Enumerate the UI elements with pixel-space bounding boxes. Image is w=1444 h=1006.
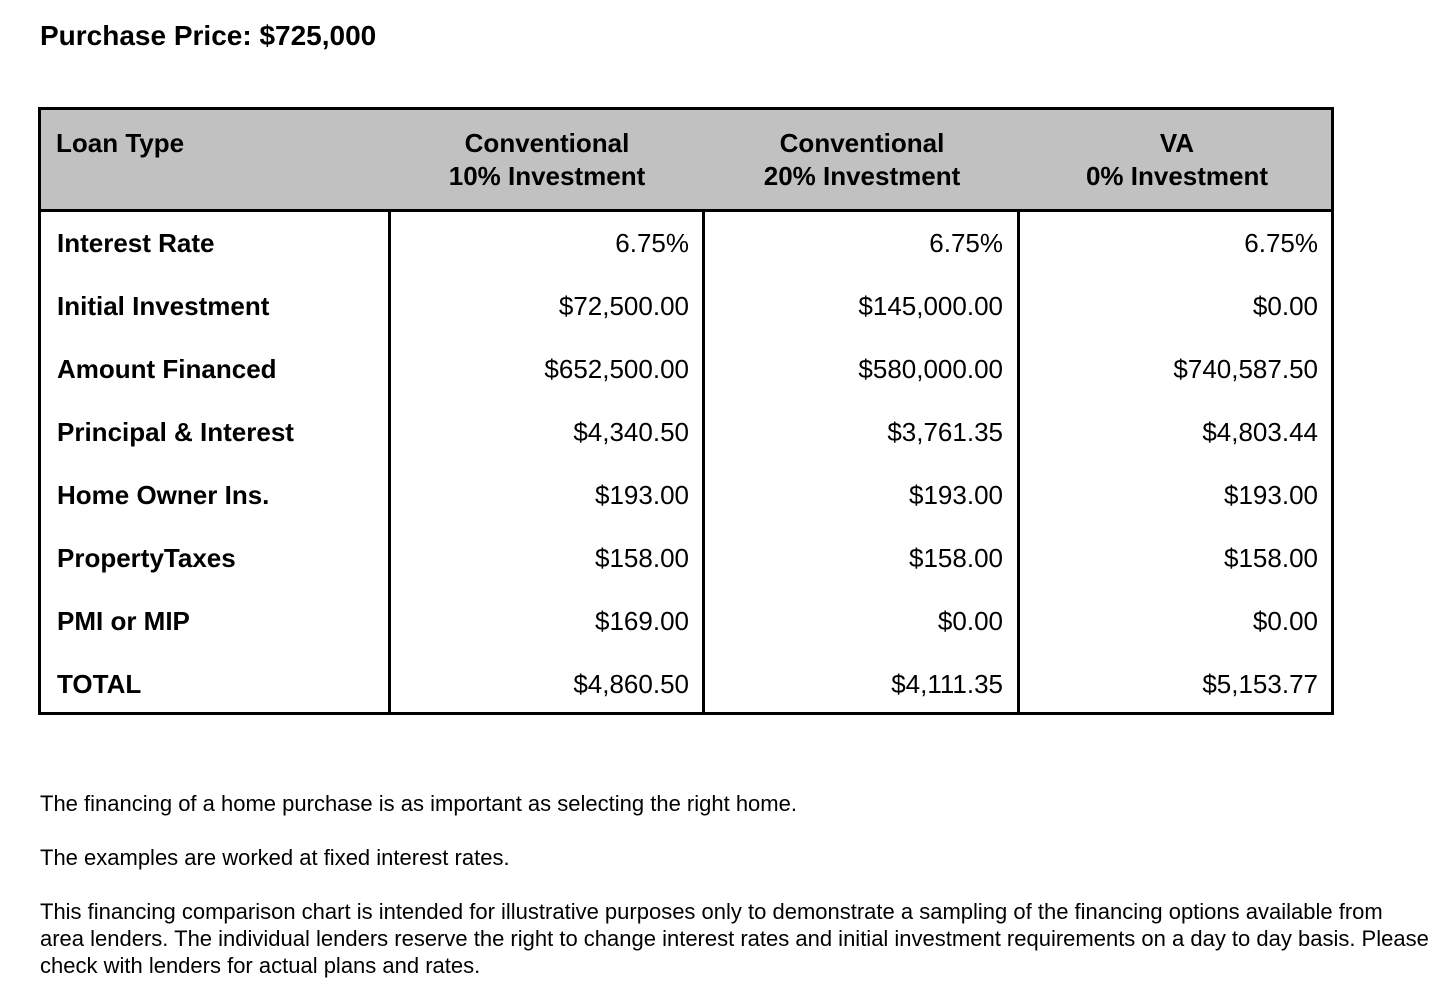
header-col-line2: 20% Investment — [763, 161, 961, 191]
loan-comparison-table — [38, 107, 1334, 715]
table-cell: $5,153.77 — [1202, 669, 1318, 699]
table-cell: $0.00 — [1252, 291, 1318, 321]
table-cell: $72,500.00 — [558, 291, 689, 321]
table-cell: 6.75% — [615, 228, 689, 258]
note-disclaimer: This financing comparison chart is intended for illustrative purposes only to demonstrate a sampling of the financing options available from area lenders. The individual lenders reserve the right to change interest rates and initial investment requirements on a day to day basis. Please check with lenders for actual plans and rates. — [40, 899, 1429, 978]
table-cell: $652,500.00 — [544, 354, 689, 384]
row-label: Initial Investment — [57, 291, 270, 321]
table-cell: $0.00 — [937, 606, 1003, 636]
table-cell: $169.00 — [595, 606, 689, 636]
header-col-va-0 — [1020, 127, 1334, 193]
header-col-line2: 0% Investment — [1085, 161, 1269, 191]
header-col-conventional-10 — [390, 127, 704, 193]
header-col-line1: Conventional — [779, 128, 945, 158]
table-cell: $4,803.44 — [1202, 417, 1318, 447]
table-cell: $580,000.00 — [858, 354, 1003, 384]
row-label: PropertyTaxes — [57, 543, 236, 573]
notes-section — [40, 790, 1430, 1006]
table-cell: 6.75% — [1244, 228, 1318, 258]
table-cell: $740,587.50 — [1173, 354, 1318, 384]
header-col-conventional-20 — [705, 127, 1019, 193]
table-cell: $158.00 — [1224, 543, 1318, 573]
table-row — [41, 527, 1331, 590]
table-cell: $158.00 — [909, 543, 1003, 573]
table-cell: $145,000.00 — [858, 291, 1003, 321]
header-loan-type: Loan Type — [56, 128, 185, 158]
table-row — [41, 464, 1331, 527]
page-title: Purchase Price: $725,000 — [40, 20, 377, 51]
table-cell: $158.00 — [595, 543, 689, 573]
note-financing-importance: The financing of a home purchase is as important as selecting the right home. — [40, 791, 797, 816]
row-label: Home Owner Ins. — [57, 480, 270, 510]
table-cell: $4,111.35 — [891, 669, 1003, 699]
table-cell: $3,761.35 — [887, 417, 1003, 447]
table-cell: 6.75% — [929, 228, 1003, 258]
table-cell: $4,340.50 — [573, 417, 689, 447]
table-cell: $193.00 — [909, 480, 1003, 510]
table-row — [41, 401, 1331, 464]
row-label: Interest Rate — [57, 228, 215, 258]
row-label: PMI or MIP — [57, 606, 190, 636]
header-col-line1: VA — [1159, 128, 1195, 158]
header-col-line1: Conventional — [464, 128, 630, 158]
table-row — [41, 590, 1331, 653]
row-label: Principal & Interest — [57, 417, 294, 447]
header-col-line2: 10% Investment — [448, 161, 646, 191]
row-label: TOTAL — [57, 669, 142, 699]
table-row — [41, 338, 1331, 401]
table-row — [41, 212, 1331, 275]
table-cell: $4,860.50 — [573, 669, 689, 699]
table-row — [41, 275, 1331, 338]
row-label: Amount Financed — [57, 354, 277, 384]
table-cell: $0.00 — [1252, 606, 1318, 636]
note-fixed-rates: The examples are worked at fixed interest rates. — [40, 845, 510, 870]
table-cell: $193.00 — [595, 480, 689, 510]
table-header-row — [41, 110, 1331, 212]
table-cell: $193.00 — [1224, 480, 1318, 510]
table-row — [41, 653, 1331, 716]
